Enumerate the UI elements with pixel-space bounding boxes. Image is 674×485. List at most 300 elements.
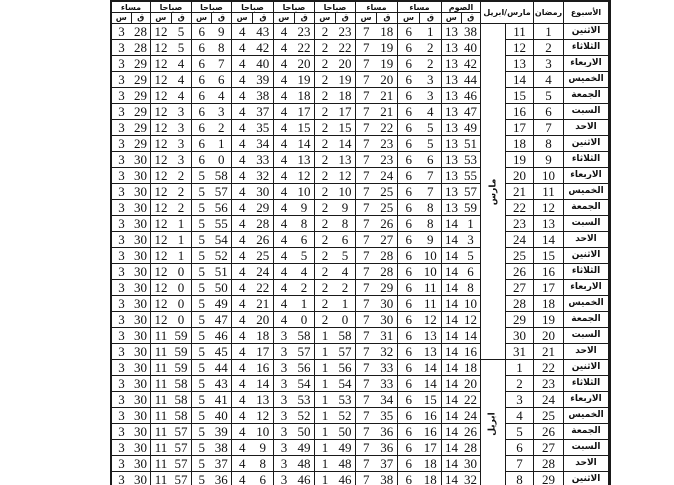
- minute-value: 57: [464, 184, 477, 199]
- time-cell: [112, 152, 151, 168]
- hour-value: 2: [321, 168, 329, 183]
- hour-value: 14: [445, 312, 458, 327]
- hour-value: 2: [321, 248, 329, 263]
- minute-value: 2: [300, 280, 308, 295]
- minute-value: 13: [297, 152, 311, 167]
- time-cell: [274, 40, 315, 56]
- weekday-cell: السبت: [564, 440, 609, 456]
- time-cell: [112, 472, 151, 485]
- ramadan-day-cell: 19: [534, 312, 564, 328]
- time-cell: [192, 168, 232, 184]
- time-cell: [232, 424, 274, 440]
- hours-letter: س: [232, 13, 253, 23]
- time-cell: [151, 24, 192, 40]
- time-cell: [442, 392, 481, 408]
- minute-value: 30: [134, 232, 147, 247]
- time-cell: [315, 456, 356, 472]
- weekday-cell: السبت: [564, 104, 609, 120]
- hour-value: 5: [198, 360, 205, 375]
- hour-value: 14: [445, 408, 458, 423]
- hour-value: 4: [239, 472, 246, 485]
- hour-minute-subheader: [232, 13, 274, 24]
- date-cell: 14: [506, 72, 534, 88]
- minute-value: 4: [300, 264, 308, 279]
- time-cell: [398, 344, 442, 360]
- minute-value: 47: [214, 312, 228, 327]
- time-cell: [151, 168, 192, 184]
- hour-value: 14: [445, 360, 458, 375]
- hour-value: 13: [445, 24, 458, 39]
- minute-value: 30: [134, 440, 147, 455]
- time-cell: [232, 408, 274, 424]
- minute-value: 2: [427, 56, 434, 71]
- time-cell: [442, 328, 481, 344]
- minute-value: 4: [427, 104, 434, 119]
- hour-value: 7: [363, 248, 370, 263]
- hour-value: 3: [280, 376, 288, 391]
- ramadan-day-cell: 16: [534, 264, 564, 280]
- ramadan-day-cell: 10: [534, 168, 564, 184]
- hour-value: 7: [363, 152, 370, 167]
- hour-value: 12: [154, 200, 168, 215]
- minute-value: 14: [338, 136, 352, 151]
- hour-value: 12: [154, 104, 168, 119]
- hour-value: 11: [154, 344, 168, 359]
- weekday-cell: الجمعة: [564, 88, 609, 104]
- hour-value: 3: [118, 232, 125, 247]
- minute-value: 5: [427, 136, 434, 151]
- time-cell: [315, 408, 356, 424]
- hour-value: 4: [239, 120, 246, 135]
- time-cell: [274, 56, 315, 72]
- minute-value: 13: [256, 392, 270, 407]
- time-cell: [356, 248, 398, 264]
- minute-value: 4: [177, 88, 185, 103]
- minute-value: 16: [464, 344, 477, 359]
- minute-value: 7: [427, 184, 434, 199]
- hour-value: 4: [280, 200, 288, 215]
- hour-value: 3: [118, 24, 125, 39]
- time-cell: [232, 280, 274, 296]
- minute-value: 8: [427, 216, 434, 231]
- minute-value: 28: [256, 216, 270, 231]
- hour-value: 6: [405, 24, 412, 39]
- time-cell: [442, 456, 481, 472]
- minute-value: 58: [338, 328, 352, 343]
- hour-value: 1: [321, 440, 329, 455]
- minute-value: 30: [134, 248, 147, 263]
- minute-value: 59: [174, 344, 188, 359]
- hour-value: 5: [198, 376, 205, 391]
- hour-value: 6: [198, 120, 205, 135]
- minute-value: 39: [256, 72, 270, 87]
- ramadan-day-cell: 20: [534, 328, 564, 344]
- time-cell: [356, 344, 398, 360]
- minute-value: 30: [134, 408, 147, 423]
- hour-value: 4: [280, 72, 288, 87]
- minute-value: 21: [256, 296, 270, 311]
- minute-value: 56: [338, 360, 352, 375]
- date-cell: 7: [506, 456, 534, 472]
- hour-value: 2: [321, 72, 329, 87]
- date-cell: 21: [506, 184, 534, 200]
- time-cell: [398, 280, 442, 296]
- time-cell: [274, 440, 315, 456]
- hour-value: 6: [405, 168, 412, 183]
- minutes-letter: ق: [177, 13, 185, 22]
- minute-value: 16: [423, 408, 437, 423]
- minute-value: 13: [423, 344, 437, 359]
- minute-value: 2: [427, 40, 434, 55]
- hour-value: 11: [154, 376, 168, 391]
- time-cell: [232, 344, 274, 360]
- hour-value: 11: [154, 408, 168, 423]
- hour-value: 11: [154, 456, 168, 471]
- minute-value: 43: [214, 376, 228, 391]
- weekday-cell: الاثنين: [564, 136, 609, 152]
- minute-value: 29: [134, 88, 147, 103]
- weekday-cell: الثلاثاء: [564, 40, 609, 56]
- time-cell: [442, 72, 481, 88]
- time-cell: [398, 168, 442, 184]
- weekday-cell: الثلاثاء: [564, 264, 609, 280]
- hour-value: 7: [363, 200, 370, 215]
- hour-value: 6: [405, 248, 412, 263]
- time-cell: [151, 248, 192, 264]
- minute-value: 20: [380, 72, 394, 87]
- minute-value: 29: [256, 200, 270, 215]
- time-cell: [274, 472, 315, 485]
- time-cell: [315, 312, 356, 328]
- time-cell: [232, 24, 274, 40]
- time-cell: [315, 296, 356, 312]
- minute-value: 12: [338, 168, 352, 183]
- hour-value: 4: [280, 232, 288, 247]
- minute-value: 46: [297, 472, 311, 485]
- hour-minute-subheader: [398, 13, 442, 24]
- minute-value: 17: [297, 104, 311, 119]
- time-cell: [192, 120, 232, 136]
- time-cell: [151, 472, 192, 485]
- hour-value: 5: [198, 232, 205, 247]
- hour-value: 3: [118, 392, 125, 407]
- minute-value: 8: [427, 200, 434, 215]
- minute-value: 53: [338, 392, 352, 407]
- minute-value: 30: [134, 328, 147, 343]
- ramadan-day-cell: 6: [534, 104, 564, 120]
- time-cell: [315, 472, 356, 485]
- time-cell: [356, 232, 398, 248]
- time-column-header: صباحا: [232, 2, 274, 13]
- hour-value: 2: [321, 216, 329, 231]
- hour-value: 4: [280, 104, 288, 119]
- time-cell: [442, 88, 481, 104]
- time-cell: [356, 360, 398, 376]
- time-cell: [112, 168, 151, 184]
- time-cell: [151, 328, 192, 344]
- month-strip-label: ابريل: [487, 412, 498, 436]
- hour-value: 4: [280, 24, 288, 39]
- minute-value: 44: [464, 72, 477, 87]
- minute-value: 57: [174, 424, 188, 439]
- time-cell: [315, 376, 356, 392]
- minute-value: 38: [214, 440, 228, 455]
- minute-value: 3: [467, 232, 474, 247]
- hour-value: 4: [280, 168, 288, 183]
- hours-letter: س: [274, 13, 295, 23]
- date-cell: 22: [506, 200, 534, 216]
- minute-value: 11: [423, 296, 437, 311]
- time-cell: [274, 232, 315, 248]
- hour-value: 4: [280, 136, 288, 151]
- hour-value: 1: [321, 408, 329, 423]
- hour-value: 12: [154, 232, 168, 247]
- hour-value: 3: [280, 424, 288, 439]
- time-cell: [232, 120, 274, 136]
- minute-value: 30: [134, 376, 147, 391]
- hour-value: 7: [363, 424, 370, 439]
- hour-value: 4: [280, 296, 288, 311]
- minute-value: 26: [464, 424, 477, 439]
- time-cell: [442, 120, 481, 136]
- date-cell: 19: [506, 152, 534, 168]
- date-cell: 23: [506, 216, 534, 232]
- time-cell: [398, 88, 442, 104]
- hour-value: 1: [321, 344, 329, 359]
- time-cell: [315, 328, 356, 344]
- weekday-cell: الاثنين: [564, 24, 609, 40]
- hour-value: 6: [405, 440, 412, 455]
- time-cell: [232, 392, 274, 408]
- weekday-cell: الاثنين: [564, 360, 609, 376]
- minute-value: 3: [427, 72, 434, 87]
- date-cell: 17: [506, 120, 534, 136]
- minute-value: 57: [338, 344, 352, 359]
- hour-value: 3: [118, 216, 125, 231]
- minute-value: 8: [467, 280, 474, 295]
- hour-minute-subheader: [356, 13, 398, 24]
- time-cell: [192, 232, 232, 248]
- minute-value: 41: [214, 392, 228, 407]
- time-cell: [398, 72, 442, 88]
- minute-value: 50: [338, 424, 352, 439]
- minute-value: 14: [297, 136, 311, 151]
- hour-value: 7: [363, 440, 370, 455]
- time-cell: [192, 200, 232, 216]
- time-column-header: صباحا: [192, 2, 232, 13]
- time-cell: [151, 152, 192, 168]
- hour-value: 7: [363, 232, 370, 247]
- hour-value: 3: [118, 456, 125, 471]
- minute-value: 6: [341, 232, 349, 247]
- minute-value: 38: [256, 88, 270, 103]
- ramadan-day-cell: 25: [534, 408, 564, 424]
- time-cell: [442, 152, 481, 168]
- weekday-cell: الجمعة: [564, 424, 609, 440]
- minute-value: 28: [464, 440, 477, 455]
- minute-value: 6: [427, 152, 434, 167]
- time-cell: [232, 440, 274, 456]
- time-cell: [398, 200, 442, 216]
- minute-value: 30: [134, 392, 147, 407]
- hour-value: 5: [198, 184, 205, 199]
- minute-value: 19: [380, 40, 394, 55]
- time-cell: [398, 216, 442, 232]
- minute-value: 54: [338, 376, 352, 391]
- time-cell: [232, 40, 274, 56]
- time-cell: [151, 360, 192, 376]
- minute-value: 30: [134, 344, 147, 359]
- minute-value: 22: [256, 280, 270, 295]
- minute-value: 29: [380, 280, 394, 295]
- minute-value: 4: [218, 88, 225, 103]
- hour-value: 7: [363, 408, 370, 423]
- hour-value: 3: [118, 344, 125, 359]
- time-cell: [356, 456, 398, 472]
- hour-value: 4: [239, 88, 246, 103]
- hour-value: 5: [198, 264, 205, 279]
- hour-value: 6: [405, 136, 412, 151]
- minute-value: 35: [256, 120, 270, 135]
- time-cell: [356, 168, 398, 184]
- minute-value: 25: [380, 184, 394, 199]
- ramadan-day-cell: 26: [534, 424, 564, 440]
- hour-value: 12: [154, 88, 168, 103]
- time-cell: [398, 184, 442, 200]
- hour-value: 1: [321, 472, 329, 485]
- hour-value: 3: [118, 200, 125, 215]
- minute-value: 8: [300, 216, 308, 231]
- minute-value: 30: [464, 456, 477, 471]
- hour-value: 6: [405, 232, 412, 247]
- minute-value: 30: [134, 424, 147, 439]
- minute-value: 22: [380, 120, 394, 135]
- minute-value: 5: [177, 24, 185, 39]
- time-cell: [232, 456, 274, 472]
- minute-value: 4: [177, 72, 185, 87]
- time-cell: [442, 264, 481, 280]
- hour-value: 11: [154, 440, 168, 455]
- time-cell: [112, 104, 151, 120]
- time-cell: [192, 440, 232, 456]
- minute-value: 56: [214, 200, 228, 215]
- hour-value: 2: [321, 56, 329, 71]
- minute-value: 53: [464, 152, 477, 167]
- minute-value: 5: [341, 248, 349, 263]
- hour-value: 2: [321, 280, 329, 295]
- hour-value: 2: [321, 296, 329, 311]
- time-cell: [274, 456, 315, 472]
- minute-value: 22: [464, 392, 477, 407]
- hour-value: 5: [198, 408, 205, 423]
- time-cell: [315, 392, 356, 408]
- time-cell: [192, 456, 232, 472]
- time-cell: [442, 24, 481, 40]
- hour-value: 3: [118, 440, 125, 455]
- time-cell: [192, 328, 232, 344]
- time-cell: [151, 184, 192, 200]
- time-cell: [274, 312, 315, 328]
- hour-value: 13: [445, 56, 458, 71]
- date-cell: 20: [506, 168, 534, 184]
- time-cell: [315, 440, 356, 456]
- hour-value: 4: [239, 424, 246, 439]
- time-cell: [112, 360, 151, 376]
- hour-value: 4: [239, 72, 246, 87]
- time-column-header: صباحا: [151, 2, 192, 13]
- hour-value: 7: [363, 280, 370, 295]
- hour-value: 7: [363, 168, 370, 183]
- time-cell: [356, 392, 398, 408]
- minute-value: 1: [177, 232, 185, 247]
- hour-value: 7: [363, 56, 370, 71]
- time-cell: [398, 328, 442, 344]
- time-cell: [192, 152, 232, 168]
- time-cell: [356, 264, 398, 280]
- time-cell: [274, 200, 315, 216]
- hour-value: 3: [118, 312, 125, 327]
- minute-value: 53: [297, 392, 311, 407]
- hour-value: 7: [363, 376, 370, 391]
- hour-value: 6: [405, 328, 412, 343]
- hour-value: 4: [239, 248, 246, 263]
- minute-value: 28: [380, 264, 394, 279]
- minute-value: 18: [297, 88, 311, 103]
- time-cell: [315, 88, 356, 104]
- time-cell: [442, 424, 481, 440]
- date-cell: 6: [506, 440, 534, 456]
- time-cell: [232, 104, 274, 120]
- hour-value: 6: [405, 184, 412, 199]
- minute-value: 32: [464, 472, 477, 485]
- time-cell: [112, 40, 151, 56]
- time-cell: [398, 408, 442, 424]
- minute-value: 1: [341, 296, 349, 311]
- ramadan-day-cell: 28: [534, 456, 564, 472]
- minute-value: 21: [380, 104, 394, 119]
- time-cell: [274, 24, 315, 40]
- minute-value: 48: [297, 456, 311, 471]
- weekday-cell: الخميس: [564, 184, 609, 200]
- time-cell: [442, 296, 481, 312]
- minute-value: 8: [259, 456, 266, 471]
- minute-value: 59: [464, 200, 477, 215]
- minute-value: 16: [256, 360, 270, 375]
- hour-value: 3: [118, 72, 125, 87]
- minute-value: 0: [218, 152, 225, 167]
- minute-value: 20: [297, 56, 311, 71]
- hour-value: 6: [405, 40, 412, 55]
- time-cell: [192, 40, 232, 56]
- hour-value: 4: [239, 216, 246, 231]
- hour-value: 3: [118, 376, 125, 391]
- time-cell: [356, 376, 398, 392]
- minute-value: 37: [256, 104, 270, 119]
- minute-value: 55: [214, 216, 228, 231]
- date-cell: 13: [506, 56, 534, 72]
- date-cell: 31: [506, 344, 534, 360]
- time-cell: [274, 296, 315, 312]
- time-cell: [151, 104, 192, 120]
- hour-value: 4: [239, 56, 246, 71]
- time-cell: [112, 408, 151, 424]
- hour-value: 6: [405, 216, 412, 231]
- minute-value: 46: [338, 472, 352, 485]
- minute-value: 57: [297, 344, 311, 359]
- hour-value: 3: [118, 104, 125, 119]
- weekday-cell: السبت: [564, 328, 609, 344]
- weekday-cell: الاربعاء: [564, 168, 609, 184]
